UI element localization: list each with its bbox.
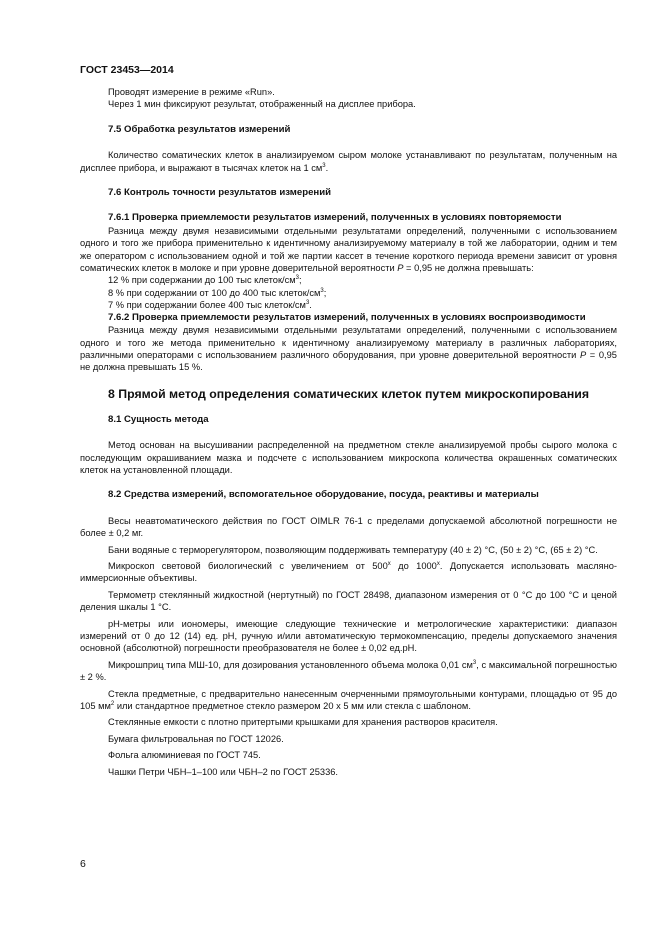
equipment-item-ph-meter: рН-метры или иономеры, имеющие следующие технические и метрологические характеристики: диапазон измерений от 0 до 12 (14) ед. рН, ручную и/или автоматическую термокомпенсацию, пределы допускаемого значения основной (абсолютной) погрешности преобразователя не более ± 0,02 ед.рН.	[80, 618, 617, 654]
section-heading-7-5: 7.5 Обработка результатов измерений	[108, 123, 291, 135]
equipment-item-baths: Бани водяные с терморегулятором, позволяющим поддерживать температуру (40 ± 2) °С, (50 ± 2) °С, (65 ± 2) °С.	[108, 544, 598, 555]
equipment-item-scales: Весы неавтоматического действия по ГОСТ OIMLR 76-1 с пределами допускаемой абсолютной погрешности не более ± 0,2 мг.	[80, 515, 617, 539]
limit-item: 8 % при содержании от 100 до 400 тыс клеток/$см^3$;	[108, 287, 327, 298]
paragraph: Количество соматических клеток в анализируемом сыром молоке устанавливают по результатам, полученным на дисплее прибора, и выражают в тысячах клеток на 1 $см^3$.	[80, 150, 617, 173]
section-heading-7-6: 7.6 Контроль точности результатов измерений	[108, 187, 331, 199]
section-heading-8-1: 8.1 Сущность метода	[108, 413, 209, 425]
equipment-item-thermometer: Термометр стеклянный жидкостной (нертутный) по ГОСТ 28498, диапазоном измерения от 0 °С до 100 °С и ценой деления шкалы 1 °С.	[80, 589, 617, 613]
limit-item: 12 % при содержании до 100 тыс клеток/$см^3$;	[108, 275, 302, 286]
document-header: ГОСТ 23453—2014	[80, 64, 174, 76]
equipment-item-syringe: Микрошприц типа МШ-10, для дозирования установленного объема молока 0,01 $см^3$, с максимальной погрешностью ± 2 %.	[80, 659, 617, 683]
limit-item: 7 % при содержании более 400 тыс клеток/$см^3$.	[108, 300, 312, 311]
page-body	[80, 86, 617, 778]
section-heading-8: 8 Прямой метод определения соматических клеток путем микроскопирования	[108, 386, 590, 401]
equipment-item-petri-dishes: Чашки Петри ЧБН–1–100 или ЧБН–2 по ГОСТ 25336.	[108, 766, 338, 777]
equipment-item-glass-slides: Стекла предметные, с предварительно нанесенным очерченными прямоугольными контурами, площадью от 95 до 105 $мм^2$ или стандартное предметное стекло размером 20 х 5 мм или стекла с шаблоном.	[80, 688, 617, 712]
page-number: 6	[80, 858, 86, 870]
paragraph: Разница между двумя независимыми отдельными результатами определений, полученными с использованием одного и того же прибора применительно к идентичному анализируемому материалу в той же лаборатории, одним и тем же оператором с использованием одной и той же партии кассет в течение короткого периода времени зависит от уровня соматических клеток в молоке и при уровне доверительной вероятности P = 0,95 не должна превышать:	[80, 225, 617, 274]
equipment-item-filter-paper: Бумага фильтровальная по ГОСТ 12026.	[108, 733, 284, 744]
paragraph: Проводят измерение в режиме «Run».	[108, 87, 275, 97]
section-heading-7-6-1: 7.6.1 Проверка приемлемости результатов измерений, полученных в условиях повторяемости	[108, 212, 562, 224]
equipment-item-containers: Стеклянные емкости с плотно притертыми крышками для хранения растворов красителя.	[108, 717, 498, 728]
section-heading-7-6-2: 7.6.2 Проверка приемлемости результатов измерений, полученных в условиях воспроизводимости	[108, 311, 586, 323]
equipment-item-foil: Фольга алюминиевая по ГОСТ 745.	[108, 750, 261, 761]
paragraph: Через 1 мин фиксируют результат, отображенный на дисплее прибора.	[108, 99, 416, 110]
paragraph: Разница между двумя независимыми отдельными результатами определений, полученными с использованием одного и того же метода применительно к идентичному анализируемому материалу в различных лабораториях, различными операторами с использованием различного оборудования, при уровне доверительной вероятности P = 0,95 не должна превышать 15 %.	[80, 325, 617, 373]
paragraph: Метод основан на высушивании распределенной на предметном стекле анализируемой пробы сырого молока с последующим окрашиванием мазка и подсчете с использованием микроскопа количества окрашенных соматических клеток на установленной площади.	[80, 440, 617, 475]
section-heading-8-2: 8.2 Средства измерений, вспомогательное оборудование, посуда, реактивы и материалы	[108, 489, 539, 501]
equipment-item-microscope: Микроскоп световой биологический с увеличением от 500$^x$ до 1000$^x$. Допускается использовать масляно-иммерсионные объективы.	[80, 560, 617, 584]
